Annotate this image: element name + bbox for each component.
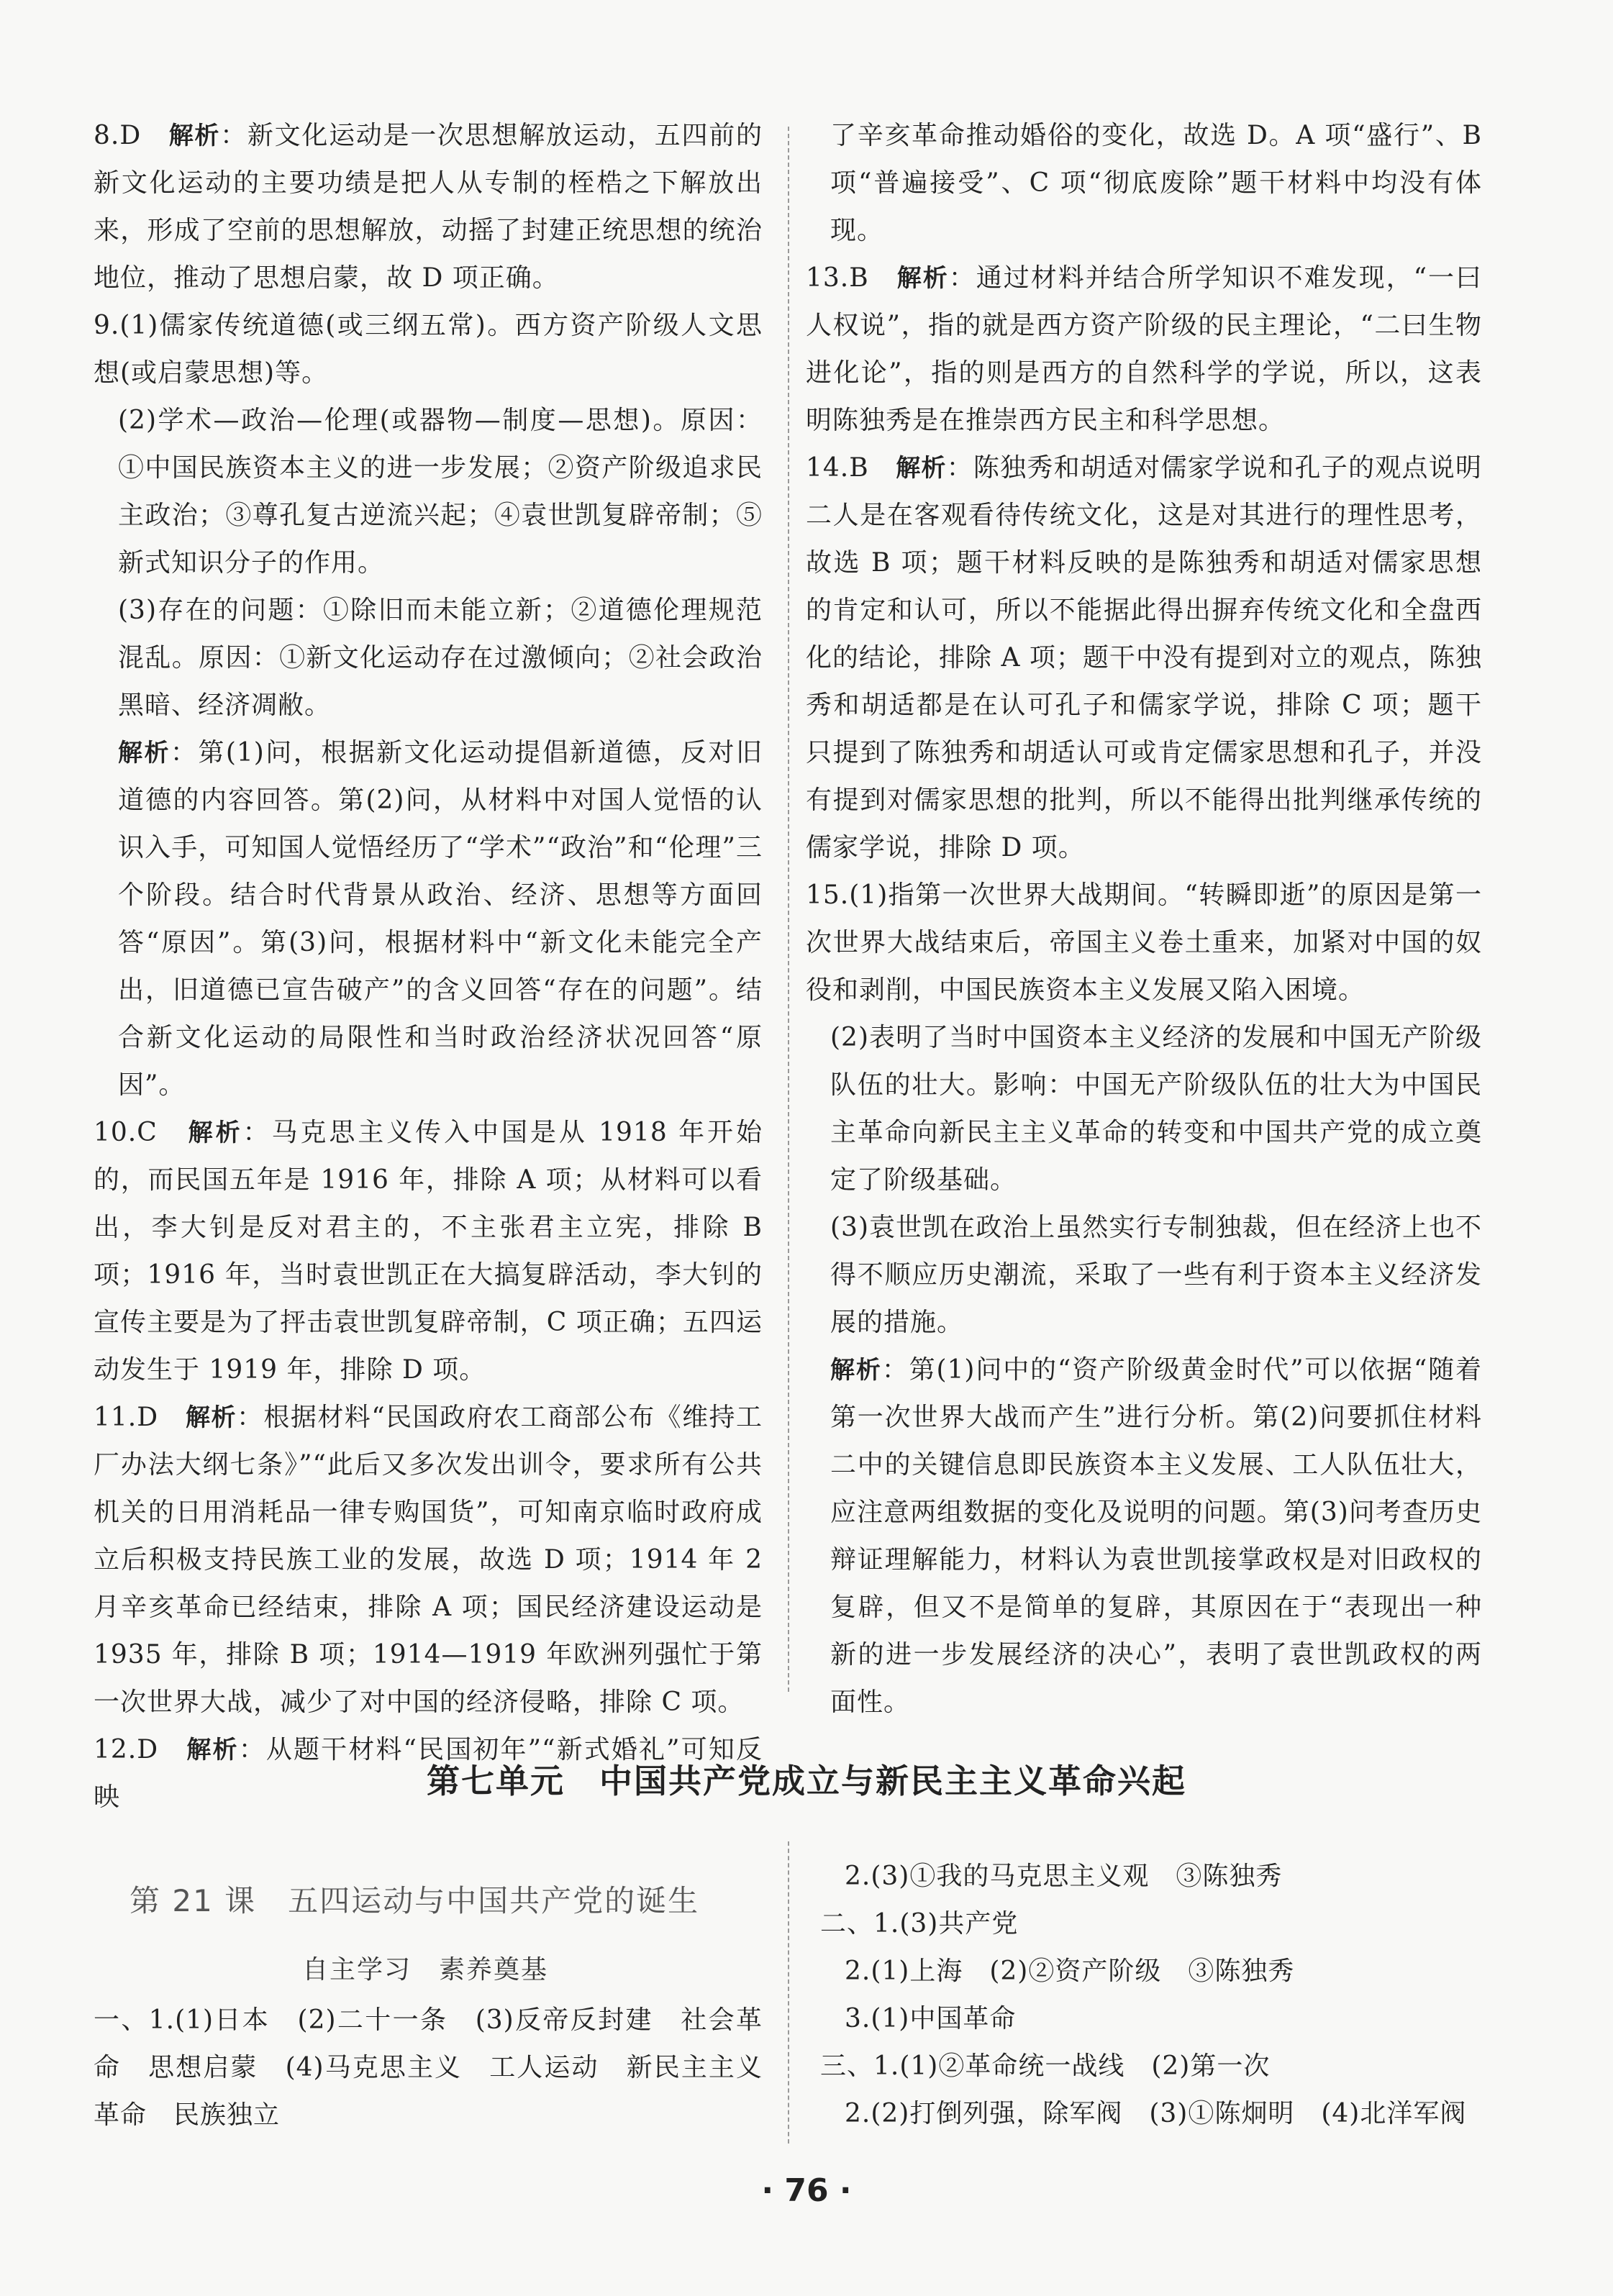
answer-line: 2.(1)上海 (2)②资产阶级 ③陈独秀 <box>845 1956 1295 1986</box>
answer-q10 <box>94 1109 763 1394</box>
answer-line: 一、1.(1)日本 (2)二十一条 (3)反帝反封建 社会革命 思想启蒙 (4)马克思主义 工人运动 新民主主义革命 民族独立 <box>94 2005 763 2130</box>
question-number: 10.C <box>94 1118 158 1147</box>
analysis-label: 解析 <box>168 122 221 150</box>
answer-q8 <box>94 112 763 302</box>
lesson-answers-left <box>94 1997 763 2139</box>
answer-q12-continued: 了辛亥革命推动婚俗的变化，故选 D。A 项“盛行”、B 项“普遍接受”、C 项“彻底废除”题干材料中均没有体现。 <box>830 121 1482 245</box>
analysis-label: 解析 <box>186 1736 239 1764</box>
answer-text: ：马克思主义传入中国是从 1918 年开始的，而民国五年是 1916 年，排除 A 项；从材料可以看出，李大钊是反对君主的，不主张君主立宪，排除 B 项；1916 年，当时袁世凯正在大搞复辟活动，李大钊的宣传主要是为了抨击袁世凯复辟帝制，C 项正确；五四运动发生于 1919 年，排除 D 项。 <box>94 1118 763 1385</box>
lesson-answers-right <box>820 1853 1482 2138</box>
analysis-label: 解析 <box>186 1403 237 1432</box>
answer-text: ：从题干材料“民国初年”“新式婚礼”可知反映 <box>94 1735 763 1812</box>
analysis-label: 解析 <box>830 1356 882 1385</box>
unit-title: 第七单元 中国共产党成立与新民主主义革命兴起 <box>427 1762 1186 1800</box>
answer-text: ：根据材料“民国政府农工商部公布《维持工厂办法大纲七条》”“此后又多次发出训令，要求所有公共机关的日用消耗品一律专购国货”，可知南京临时政府成立后积极支持民族工业的发展，故选 D 项；1914 年 2 月辛亥革命已经结束，排除 A 项；国民经济建设运动是 1935 年，排除 B 项；1914—1919 年欧洲列强忙于第一次世界大战，减少了对中国的经济侵略，排除 C 项。 <box>94 1403 763 1717</box>
answer-q15-1: 15.(1)指第一次世界大战期间。“转瞬即逝”的原因是第一次世界大战结束后，帝国主义卷土重来，加紧对中国的奴役和剥削，中国民族资本主义发展又陷入困境。 <box>806 880 1482 1005</box>
answer-q11 <box>94 1394 763 1726</box>
analysis-label: 解析 <box>188 1119 243 1147</box>
analysis-q9 <box>94 729 763 1109</box>
page-number: · 76 · <box>761 2172 852 2209</box>
answer-text: ：陈独秀和胡适对儒家学说和孔子的观点说明二人是在客观看待传统文化，这是对其进行的理性思考，故选 B 项；题干材料反映的是陈独秀和胡适对儒家思想的肯定和认可，所以不能据此得出摒弃传统文化和全盘西化的结论，排除 A 项；题干中没有提到对立的观点，陈独秀和胡适都是在认可孔子和儒家学说，排除 C 项；题干只提到了陈独秀和胡适认可或肯定儒家思想和孔子，并没有提到对儒家思想的批判，所以不能得出批判继承传统的儒家学说，排除 D 项。 <box>806 453 1482 862</box>
question-number: 8.D <box>94 121 142 150</box>
analysis-label: 解析 <box>896 264 949 293</box>
column-divider <box>788 127 789 1692</box>
analysis-q15 <box>806 1347 1482 1726</box>
answer-q15-2: (2)表明了当时中国资本主义经济的发展和中国无产阶级队伍的壮大。影响：中国无产阶级队伍的壮大为中国民主革命向新民主主义革命的转变和中国共产党的成立奠定了阶级基础。 <box>830 1023 1482 1195</box>
answer-text: ：第(1)问中的“资产阶级黄金时代”可以依据“随着第一次世界大战而产生”进行分析。第(2)问要抓住材料二中的关键信息即民族资本主义发展、工人队伍壮大，应注意两组数据的变化及说明的问题。第(3)问考查历史辩证理解能力，材料认为袁世凯接掌政权是对旧政权的复辟，但又不是简单的复辟，其原因在于“表现出一种新的进一步发展经济的决心”，表明了袁世凯政权的两面性。 <box>830 1355 1482 1717</box>
column-divider <box>788 1841 789 2144</box>
analysis-label: 解析 <box>896 454 947 483</box>
answer-line: 三、1.(1)②革命统一战线 (2)第一次 <box>820 2051 1271 2081</box>
answer-text: ：第(1)问，根据新文化运动提倡新道德，反对旧道德的内容回答。第(2)问，从材料中对国人觉悟的认识入手，可知国人觉悟经历了“学术”“政治”和“伦理”三个阶段。结合时代背景从政治、经济、思想等方面回答“原因”。第(3)问，根据材料中“新文化未能完全产出，旧道德已宣告破产”的含义回答“存在的问题”。结合新文化运动的局限性和当时政治经济状况回答“原因”。 <box>118 738 763 1100</box>
lesson-title: 第 21 课 五四运动与中国共产党的诞生 <box>130 1883 700 1918</box>
section-heading: 自主学习 素养奠基 <box>302 1955 549 1985</box>
analysis-label: 解析 <box>118 739 171 767</box>
answer-text: ：通过材料并结合所学知识不难发现，“一曰人权说”，指的就是西方资产阶级的民主理论，“二曰生物进化论”，指的则是西方的自然科学的学说，所以，这表明陈独秀是在推崇西方民主和科学思想。 <box>806 263 1483 435</box>
answer-q15-3: (3)袁世凯在政治上虽然实行专制独裁，但在经济上也不得不顺应历史潮流，采取了一些有利于资本主义经济发展的措施。 <box>830 1213 1482 1337</box>
question-number: 13.B <box>806 263 869 293</box>
answer-line: 二、1.(3)共产党 <box>820 1909 1019 1939</box>
answer-column-right <box>806 112 1482 1726</box>
question-number: 12.D <box>94 1735 159 1764</box>
answer-q9-2: (2)学术—政治—伦理(或器物—制度—思想)。原因：①中国民族资本主义的进一步发展；②资产阶级追求民主政治；③尊孔复古逆流兴起；④袁世凯复辟帝制；⑤新式知识分子的作用。 <box>118 406 763 578</box>
answer-line: 2.(2)打倒列强，除军阀 (3)①陈炯明 (4)北洋军阀 <box>845 2099 1467 2128</box>
answer-text: ：新文化运动是一次思想解放运动，五四前的新文化运动的主要功绩是把人从专制的桎梏之下解放出来，形成了空前的思想解放，动摇了封建正统思想的统治地位，推动了思想启蒙，故 D 项正确。 <box>94 121 763 293</box>
answer-column-left <box>94 112 763 1821</box>
answer-q13 <box>806 255 1482 445</box>
answer-q14 <box>806 445 1482 872</box>
answer-line: 3.(1)中国革命 <box>845 2004 1017 2033</box>
answer-q9-1: 9.(1)儒家传统道德(或三纲五常)。西方资产阶级人文思想(或启蒙思想)等。 <box>94 311 763 388</box>
question-number: 14.B <box>806 453 869 483</box>
answer-q9-3: (3)存在的问题：①除旧而未能立新；②道德伦理规范混乱。原因：①新文化运动存在过激倾向；②社会政治黑暗、经济凋敝。 <box>118 596 763 720</box>
answer-line: 2.(3)①我的马克思主义观 ③陈独秀 <box>845 1862 1283 1891</box>
question-number: 11.D <box>94 1403 159 1432</box>
